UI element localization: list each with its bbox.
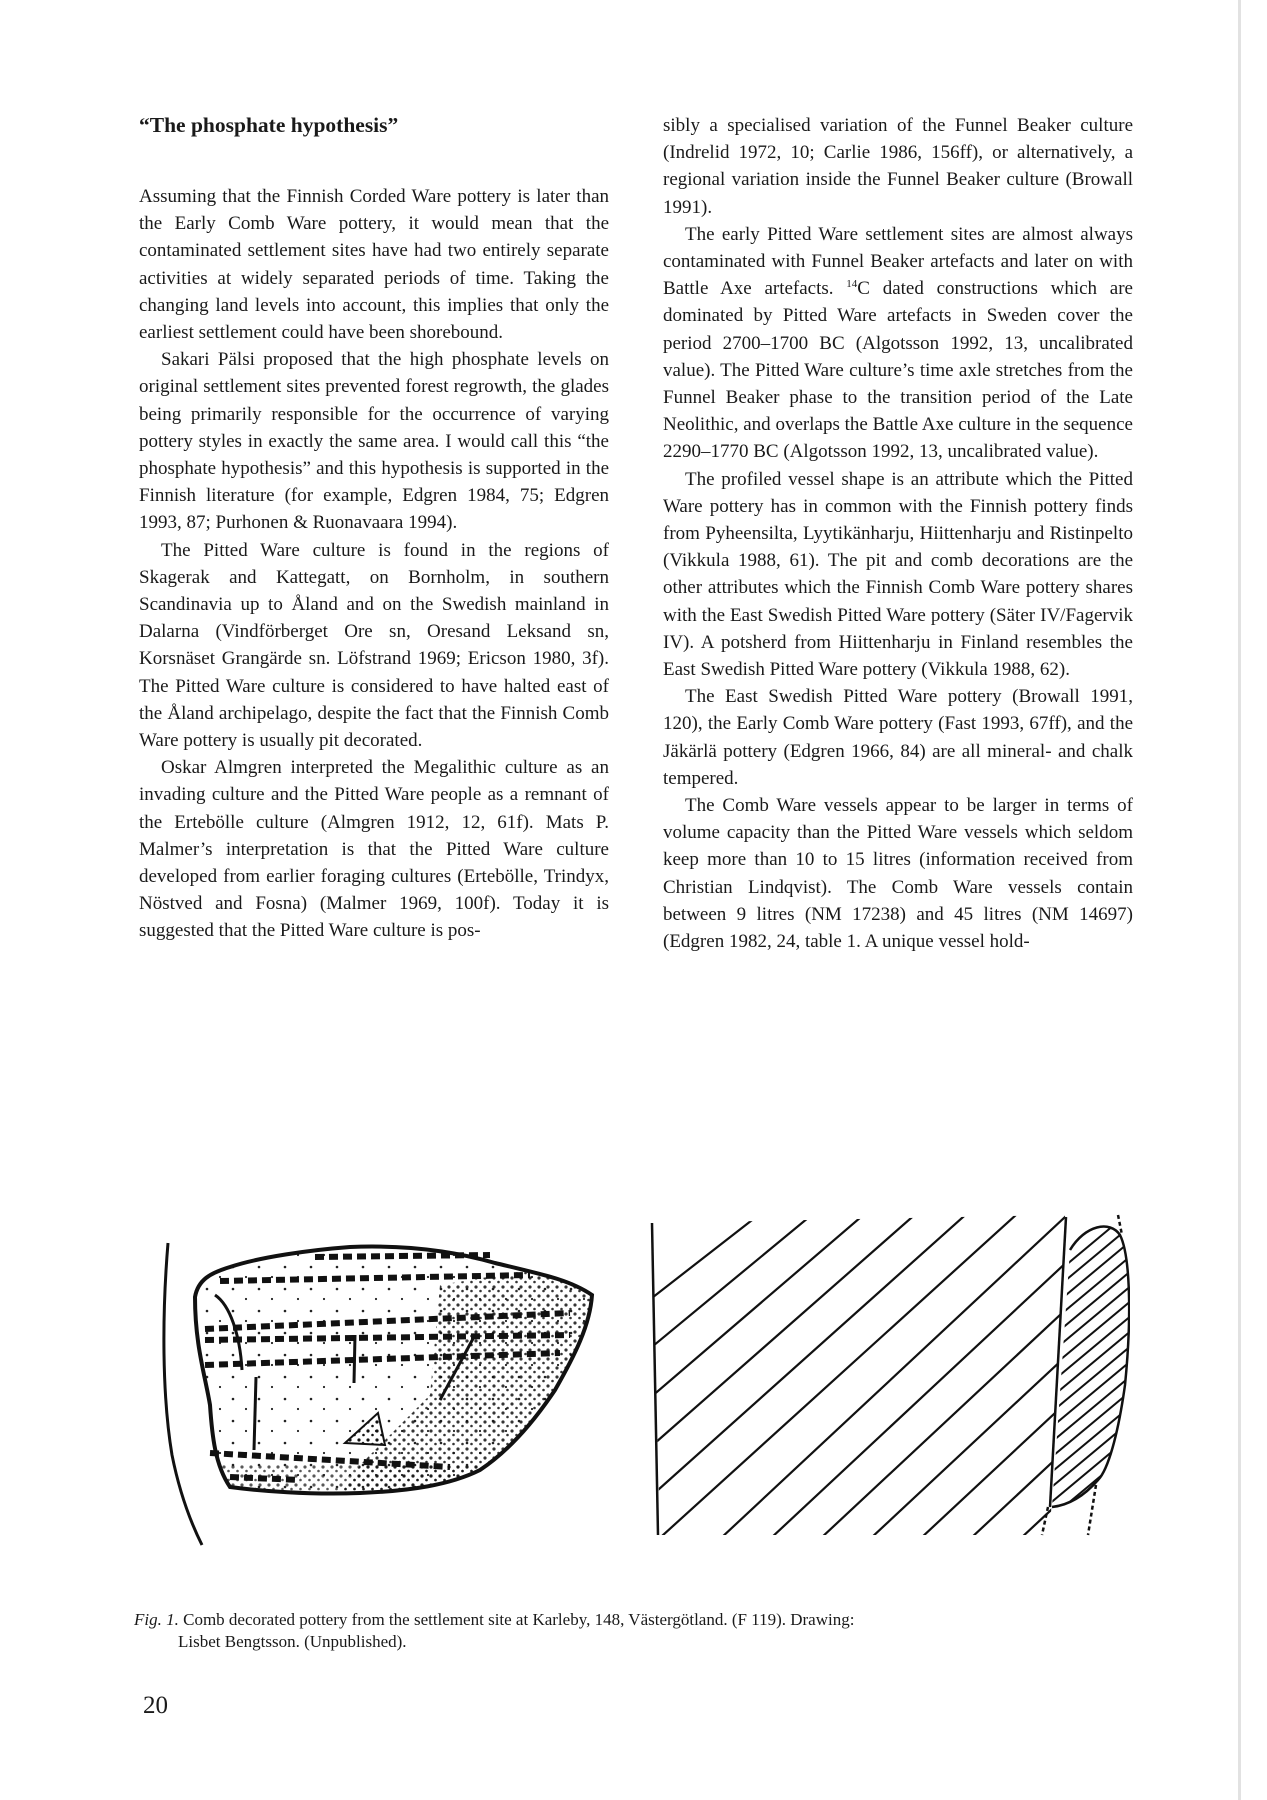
vessel-outer-edge [1050, 1217, 1066, 1507]
page-edge-shadow [1238, 0, 1241, 1800]
superscript: 14 [846, 278, 858, 291]
figure-1 [150, 1195, 1110, 1555]
potsherd-drawing [150, 1195, 620, 1555]
paragraph: The profiled vessel shape is an attribute which the Pitted Ware pottery has in common with the Finnish pottery finds from Pyheensilta, Lyytikänharju, Hiittenharju and Ristinpelto (Vikkula 1988, 61). The pit and comb decorations are the other attributes which the Finnish Comb Ware pottery shares with the East Swedish Pitted Ware pottery (Säter IV/Fagervik IV). A potsherd from Hiittenharju in Finland resembles the East Swedish Pitted Ware pottery (Vikkula 1988, 62). [663, 468, 1133, 681]
left-column [139, 112, 609, 945]
caption-text: Comb decorated pottery from the settlement site at Karleby, 148, Västergötland. (F 119). Drawing: [183, 1610, 855, 1629]
paragraph-text: C dated constructions which are dominated by Pitted Ware artefacts in Sweden cover the period 2700–1700 BC (Algotsson 1992, 13, uncalibrated value). The Pitted Ware culture’s time axle stretches from the Funnel Beaker phase to the transition period of the Late Neolithic, and overlaps the Battle Axe culture in the sequence 2290–1770 BC (Algotsson 1992, 13, uncalibrated value). [663, 278, 1133, 463]
figure-caption [134, 1609, 1163, 1653]
paragraph: Oskar Almgren interpreted the Megalithic culture as an invading culture and the Pitted Ware people as a remnant of the Ertebölle culture (Almgren 1912, 12, 61f). Mats P. Malmer’s interpretation is that the Pitted Ware culture developed from earlier foraging cultures (Ertebölle, Trindyx, Nöstved and Fosna) (Malmer 1969, 100f). Today it is suggested that the Pitted Ware culture is pos- [139, 757, 609, 942]
figure-label: Fig. 1. [134, 1610, 179, 1629]
vessel-cross-section-drawing [630, 1195, 1130, 1555]
page-number: 20 [143, 1692, 168, 1719]
paragraph: The Comb Ware vessels appear to be larger in terms of volume capacity than the Pitted Ware vessels which seldom keep more than 10 to 15 litres (information received from Christian Lindqvist). The Comb Ware vessels contain between 9 litres (NM 17238) and 45 litres (NM 14697) (Edgren 1982, 24, table 1. A unique vessel hold- [663, 795, 1133, 953]
paragraph [663, 221, 1133, 466]
section-heading: “The phosphate hypothesis” [139, 113, 399, 137]
paragraph: Sakari Pälsi proposed that the high phosphate levels on original settlement sites prevented forest regrowth, the glades being primarily responsible for the occurrence of varying pottery styles in exactly the same area. I would call this “the phosphate hypothesis” and this hypothesis is supported in the Finnish literature (for example, Edgren 1984, 75; Edgren 1993, 87; Purhonen & Ruonavaara 1994). [139, 349, 609, 534]
paragraph-text: The early Pitted Ware settlement sites are almost always contaminated with Funnel Beaker artefacts and later on with Battle Axe artefacts. [663, 223, 1133, 300]
paragraph: Assuming that the Finnish Corded Ware pottery is later than the Early Comb Ware pottery, it would mean that the contaminated settlement sites have had two entirely separate activities at widely separated periods of time. Taking the changing land levels into account, this implies that only the earliest settlement could have been shorebound. [139, 186, 609, 344]
caption-text: Lisbet Bengtsson. (Unpublished). [178, 1632, 407, 1651]
paragraph: The East Swedish Pitted Ware pottery (Browall 1991, 120), the Early Comb Ware pottery (Fast 1993, 67ff), and the Jäkärlä pottery (Edgren 1966, 84) are all mineral- and chalk tempered. [663, 686, 1133, 789]
paragraph: sibly a specialised variation of the Funnel Beaker culture (Indrelid 1972, 10; Carlie 1986, 156ff), or alternatively, a regional variation inside the Funnel Beaker culture (Browall 1991). [663, 115, 1133, 218]
right-column [663, 112, 1133, 955]
paragraph: The Pitted Ware culture is found in the regions of Skagerak and Kattegatt, on Bornholm, in southern Scandinavia up to Åland and on the Swedish mainland in Dalarna (Vindförberget Ore sn, Oresand Leksand sn, Korsnäset Grangärde sn. Löfstrand 1969; Ericson 1980, 3f). The Pitted Ware culture is considered to have halted east of the Åland archipelago, despite the fact that the Finnish Comb Ware pottery is usually pit decorated. [139, 539, 609, 752]
cross-section-axis-line [652, 1223, 658, 1535]
